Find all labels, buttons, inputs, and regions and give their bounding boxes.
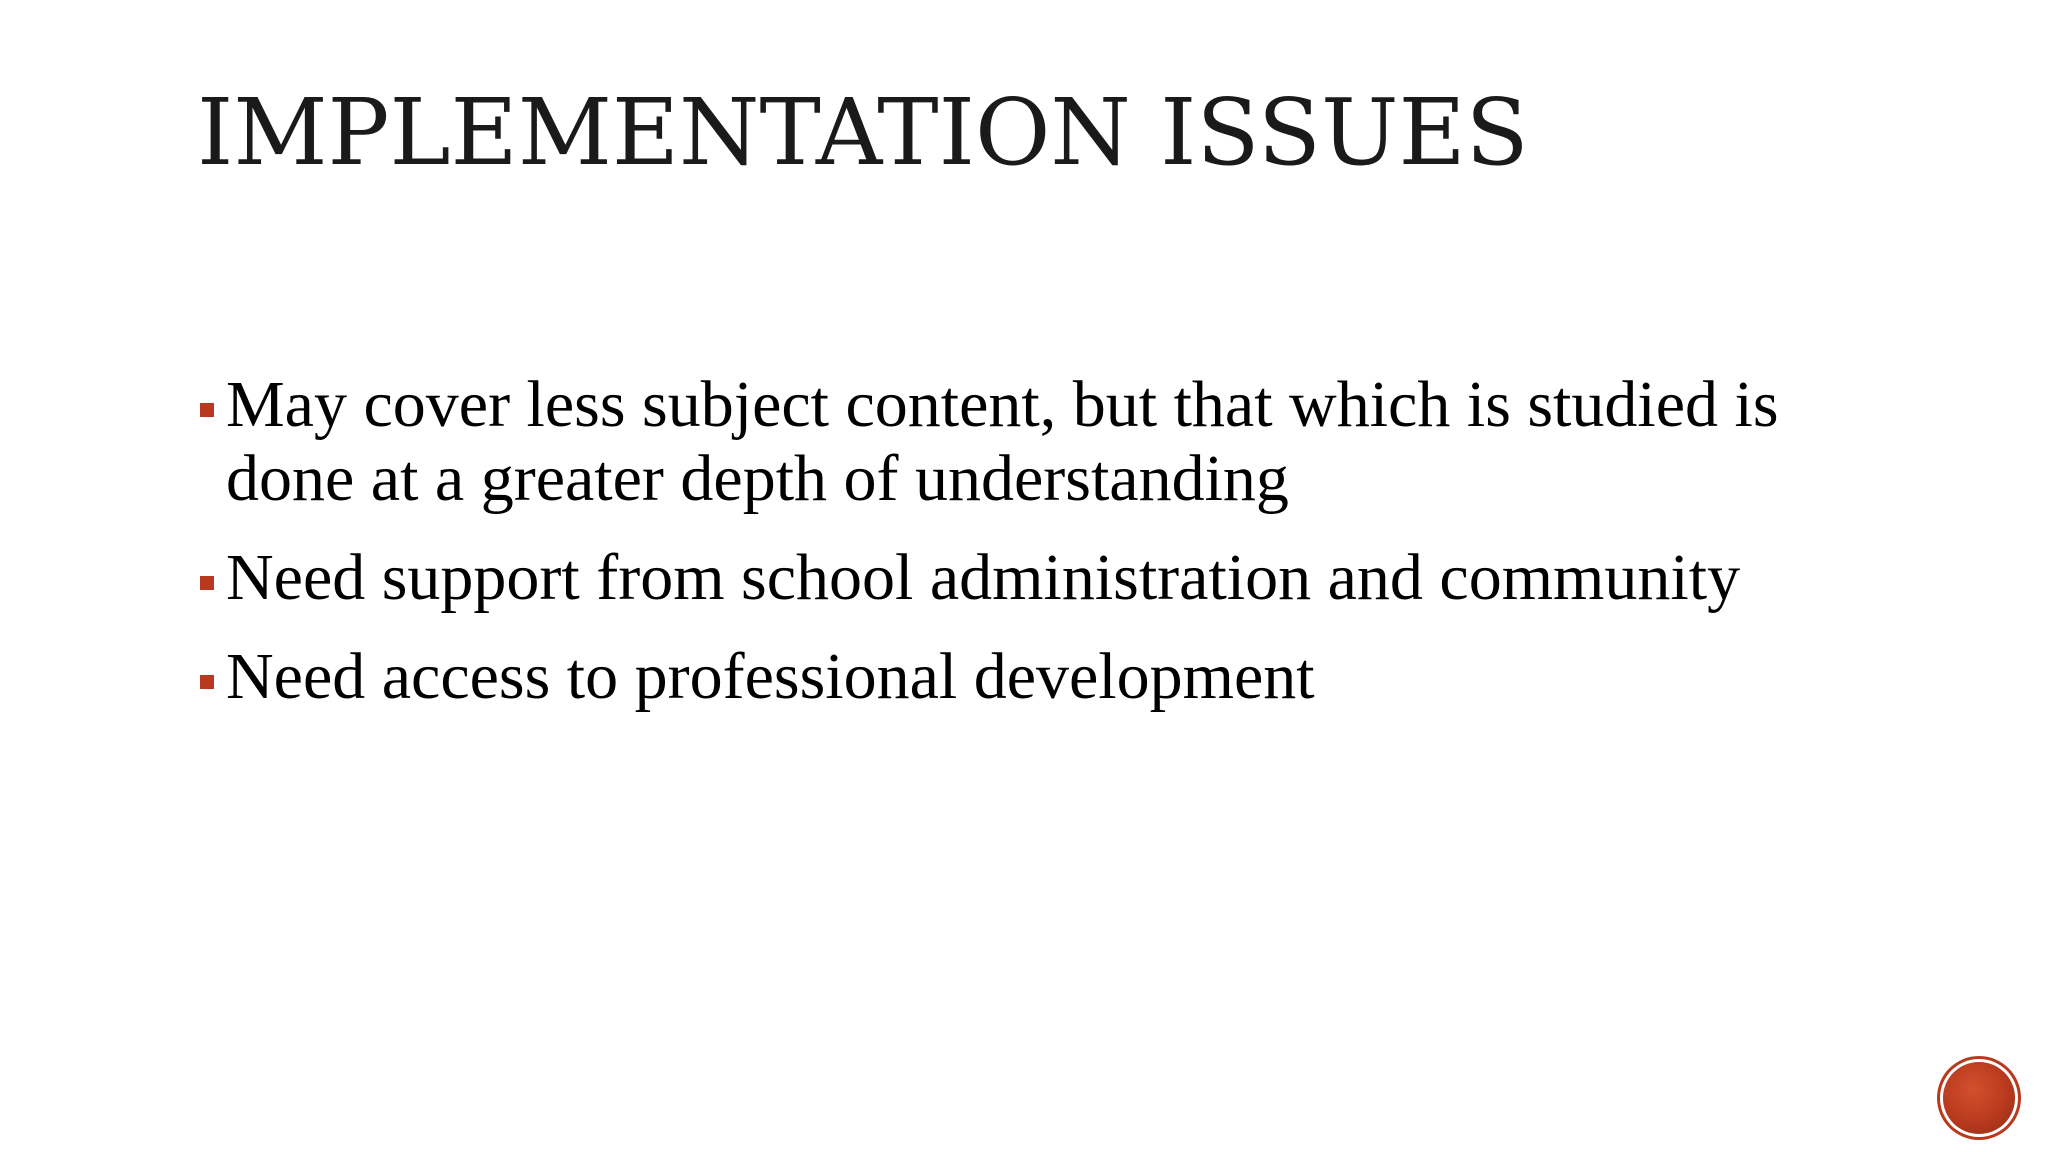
square-bullet-icon (200, 576, 214, 590)
bullet-text: Need access to professional development (226, 640, 1315, 713)
circle-button-icon[interactable] (1943, 1062, 2015, 1134)
bullet-text: Need support from school administration and community (226, 541, 1741, 614)
bullet-list (200, 368, 1920, 739)
square-bullet-icon (200, 675, 214, 689)
bullet-item (200, 640, 1920, 714)
bullet-item (200, 541, 1920, 615)
square-bullet-icon (200, 403, 214, 417)
bullet-text: May cover less subject content, but that which is studied is done at a greater depth of understanding (226, 368, 1779, 515)
bullet-item (200, 368, 1920, 516)
slide-title: IMPLEMENTATION ISSUES (197, 79, 1529, 186)
